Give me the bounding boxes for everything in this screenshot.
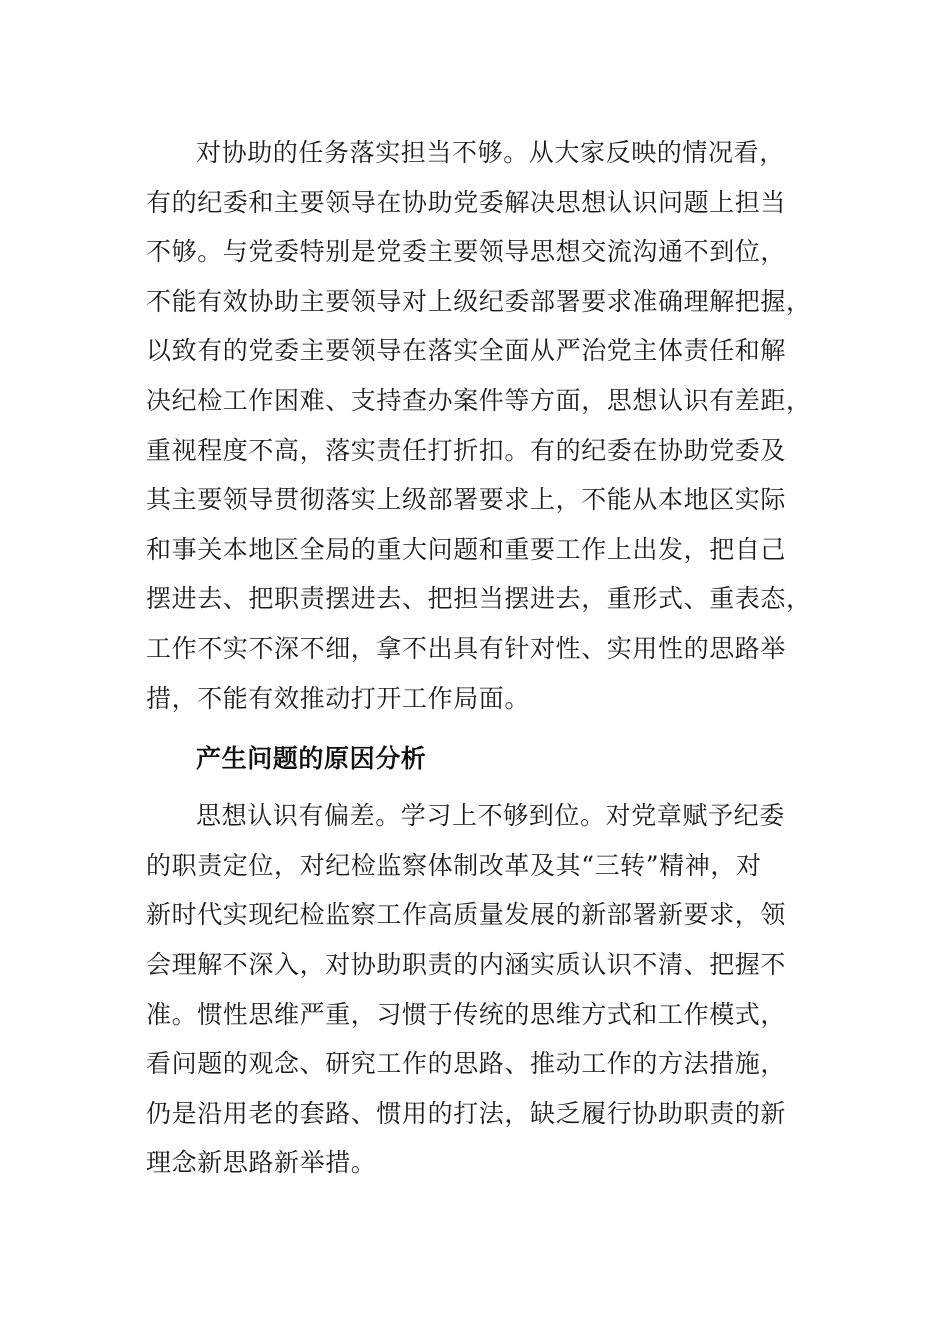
text-line: 的职责定位，对纪检监察体制改革及其“三转”精神，对 [146,850,762,880]
text-line: 新时代实现纪检监察工作高质量发展的新部署新要求，领 [146,900,787,930]
text-line: 措，不能有效推动打开工作局面。 [146,683,531,713]
text-line: 理念新思路新举措。 [146,1148,377,1178]
text-line: 摆进去、把职责摆进去、把担当摆进去，重形式、重表态， [146,584,812,614]
document-body [146,128,812,1188]
text-line: 和事关本地区全局的重大问题和重要工作上出发，把自己 [146,534,787,564]
text-line: 有的纪委和主要领导在协助党委解决思想认识问题上担当 [146,187,787,217]
text-line: 不够。与党委特别是党委主要领导思想交流沟通不到位， [146,237,787,267]
text-line: 不能有效协助主要领导对上级纪委部署要求准确理解把握， [146,286,812,316]
text-line: 对协助的任务落实担当不够。从大家反映的情况看， [196,138,785,167]
section-heading: 产生问题的原因分析 [196,744,427,774]
paragraph-cause-analysis [146,791,806,1188]
text-line: 其主要领导贯彻落实上级部署要求上，不能从本地区实际 [146,485,787,515]
text-line: 重视程度不高，落实责任打折扣。有的纪委在协助党委及 [146,435,787,465]
text-line: 看问题的观念、研究工作的思路、推动工作的方法措施， [146,1049,787,1079]
text-line: 以致有的党委主要领导在落实全面从严治党主体责任和解 [146,336,787,366]
text-line: 会理解不深入，对协助职责的内涵实质认识不清、把握不 [146,949,787,979]
text-line: 决纪检工作困难、支持查办案件等方面，思想认识有差距， [146,385,812,415]
text-line: 思想认识有偏差。学习上不够到位。对党章赋予纪委 [196,801,785,831]
text-line: 仍是沿用老的套路、惯用的打法，缺乏履行协助职责的新 [146,1098,787,1128]
text-line: 准。惯性思维严重，习惯于传统的思维方式和工作模式， [146,999,787,1029]
paragraph-responsibility [146,128,812,723]
text-line: 工作不实不深不细，拿不出具有针对性、实用性的思路举 [146,633,787,663]
